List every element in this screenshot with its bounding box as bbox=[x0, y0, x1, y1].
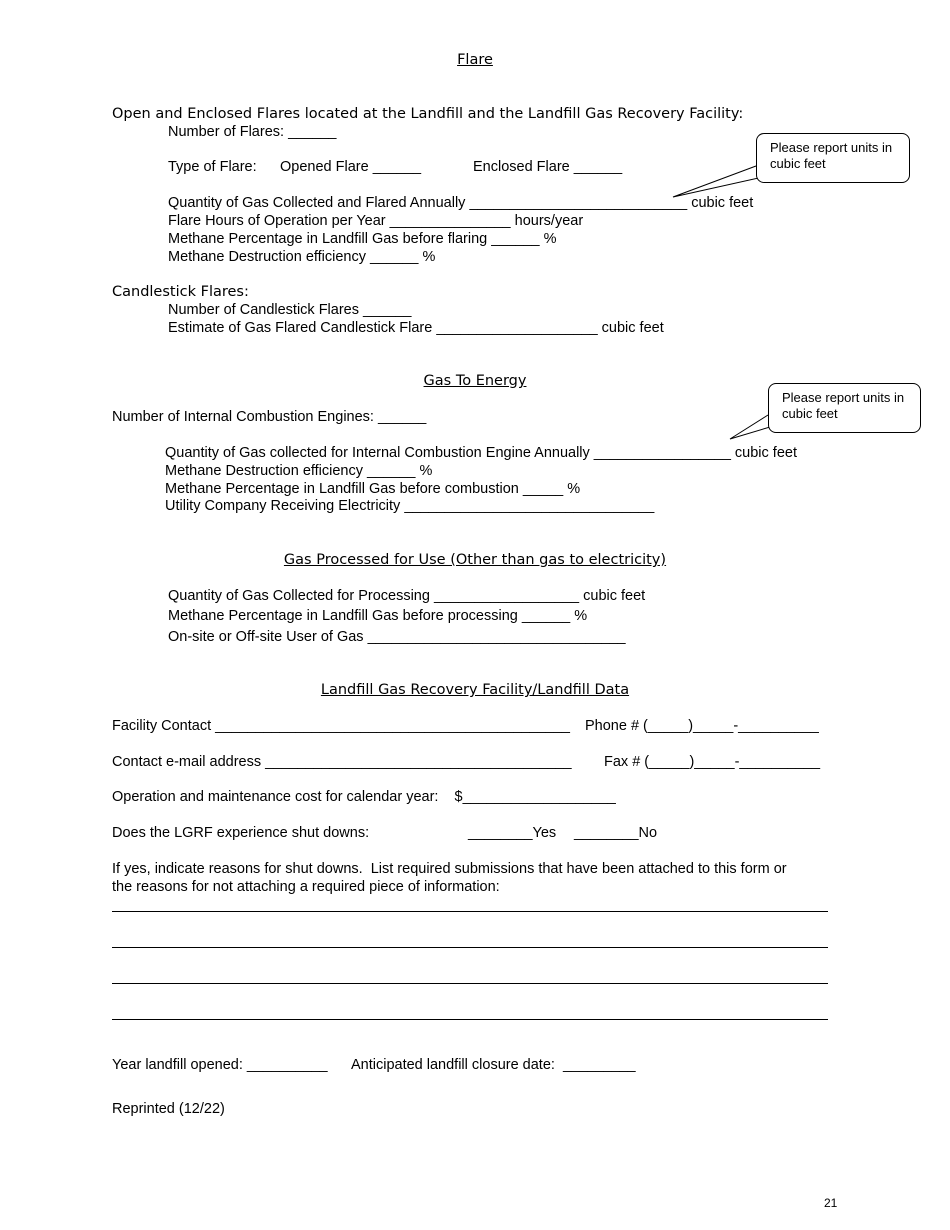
quantity-flared-field[interactable]: Quantity of Gas Collected and Flared Annually ___________________________ cubic feet bbox=[168, 195, 754, 211]
flare-hours-field[interactable]: Flare Hours of Operation per Year _______________ hours/year bbox=[168, 213, 584, 229]
methane-percentage-combustion-field[interactable]: Methane Percentage in Landfill Gas before combustion _____ % bbox=[165, 481, 581, 497]
closure-date-field[interactable]: Anticipated landfill closure date: _________ bbox=[351, 1057, 636, 1073]
gas-to-energy-section-title: Gas To Energy bbox=[423, 373, 527, 389]
contact-email-field[interactable]: Contact e-mail address ______________________________________ bbox=[112, 754, 572, 770]
reasons-instructions-line1: If yes, indicate reasons for shut downs. List required submissions that have been attached to this form or bbox=[112, 861, 787, 877]
page-number: 21 bbox=[824, 1196, 838, 1210]
candlestick-number-field[interactable]: Number of Candlestick Flares ______ bbox=[168, 302, 412, 318]
enclosed-flare-field[interactable]: Enclosed Flare ______ bbox=[473, 159, 623, 175]
shutdowns-question-label: Does the LGRF experience shut downs: bbox=[112, 825, 370, 841]
candlestick-estimate-field[interactable]: Estimate of Gas Flared Candlestick Flare ____________________ cubic feet bbox=[168, 320, 664, 336]
utility-company-field[interactable]: Utility Company Receiving Electricity _______________________________ bbox=[165, 498, 655, 514]
methane-percentage-processing-field[interactable]: Methane Percentage in Landfill Gas before processing ______ % bbox=[168, 608, 588, 624]
reasons-instructions-line2: the reasons for not attaching a required piece of information: bbox=[112, 879, 500, 895]
fax-field[interactable]: Fax # (_____)_____-__________ bbox=[604, 754, 821, 770]
reasons-answer-line[interactable] bbox=[112, 983, 828, 984]
callout-text: Please report units in cubic feet bbox=[756, 133, 910, 183]
shutdowns-yes-field[interactable]: ________Yes bbox=[468, 825, 557, 841]
number-of-flares-field[interactable]: Number of Flares: ______ bbox=[168, 124, 337, 140]
shutdowns-no-field[interactable]: ________No bbox=[574, 825, 658, 841]
reasons-answer-line[interactable] bbox=[112, 947, 828, 948]
om-cost-field[interactable]: Operation and maintenance cost for calendar year: $___________________ bbox=[112, 789, 616, 805]
year-opened-field[interactable]: Year landfill opened: __________ bbox=[112, 1057, 328, 1073]
energy-destruction-efficiency-field[interactable]: Methane Destruction efficiency ______ % bbox=[165, 463, 433, 479]
flare-destruction-efficiency-field[interactable]: Methane Destruction efficiency ______ % bbox=[168, 249, 436, 265]
methane-percentage-flaring-field[interactable]: Methane Percentage in Landfill Gas before flaring ______ % bbox=[168, 231, 557, 247]
type-of-flare-label: Type of Flare: bbox=[168, 159, 257, 175]
reasons-answer-line[interactable] bbox=[112, 1019, 828, 1020]
callout-text: Please report units in cubic feet bbox=[768, 383, 921, 433]
candlestick-flares-heading: Candlestick Flares: bbox=[112, 284, 249, 300]
reasons-answer-line[interactable] bbox=[112, 911, 828, 912]
engines-count-field[interactable]: Number of Internal Combustion Engines: ______ bbox=[112, 409, 427, 425]
facility-contact-field[interactable]: Facility Contact ____________________________________________ bbox=[112, 718, 570, 734]
facility-data-section-title: Landfill Gas Recovery Facility/Landfill Data bbox=[320, 682, 630, 698]
gas-user-field[interactable]: On-site or Off-site User of Gas ________________________________ bbox=[168, 629, 626, 645]
gas-processed-section-title: Gas Processed for Use (Other than gas to electricity) bbox=[283, 552, 667, 568]
reprinted-note: Reprinted (12/22) bbox=[112, 1101, 225, 1117]
flare-section-title: Flare bbox=[457, 52, 493, 68]
quantity-processing-field[interactable]: Quantity of Gas Collected for Processing __________________ cubic feet bbox=[168, 588, 646, 604]
quantity-engine-field[interactable]: Quantity of Gas collected for Internal Combustion Engine Annually _________________ cubic feet bbox=[165, 445, 797, 461]
open-enclosed-flares-heading: Open and Enclosed Flares located at the Landfill and the Landfill Gas Recovery Facility: bbox=[112, 106, 744, 122]
opened-flare-field[interactable]: Opened Flare ______ bbox=[280, 159, 422, 175]
phone-field[interactable]: Phone # (_____)_____-__________ bbox=[585, 718, 819, 734]
